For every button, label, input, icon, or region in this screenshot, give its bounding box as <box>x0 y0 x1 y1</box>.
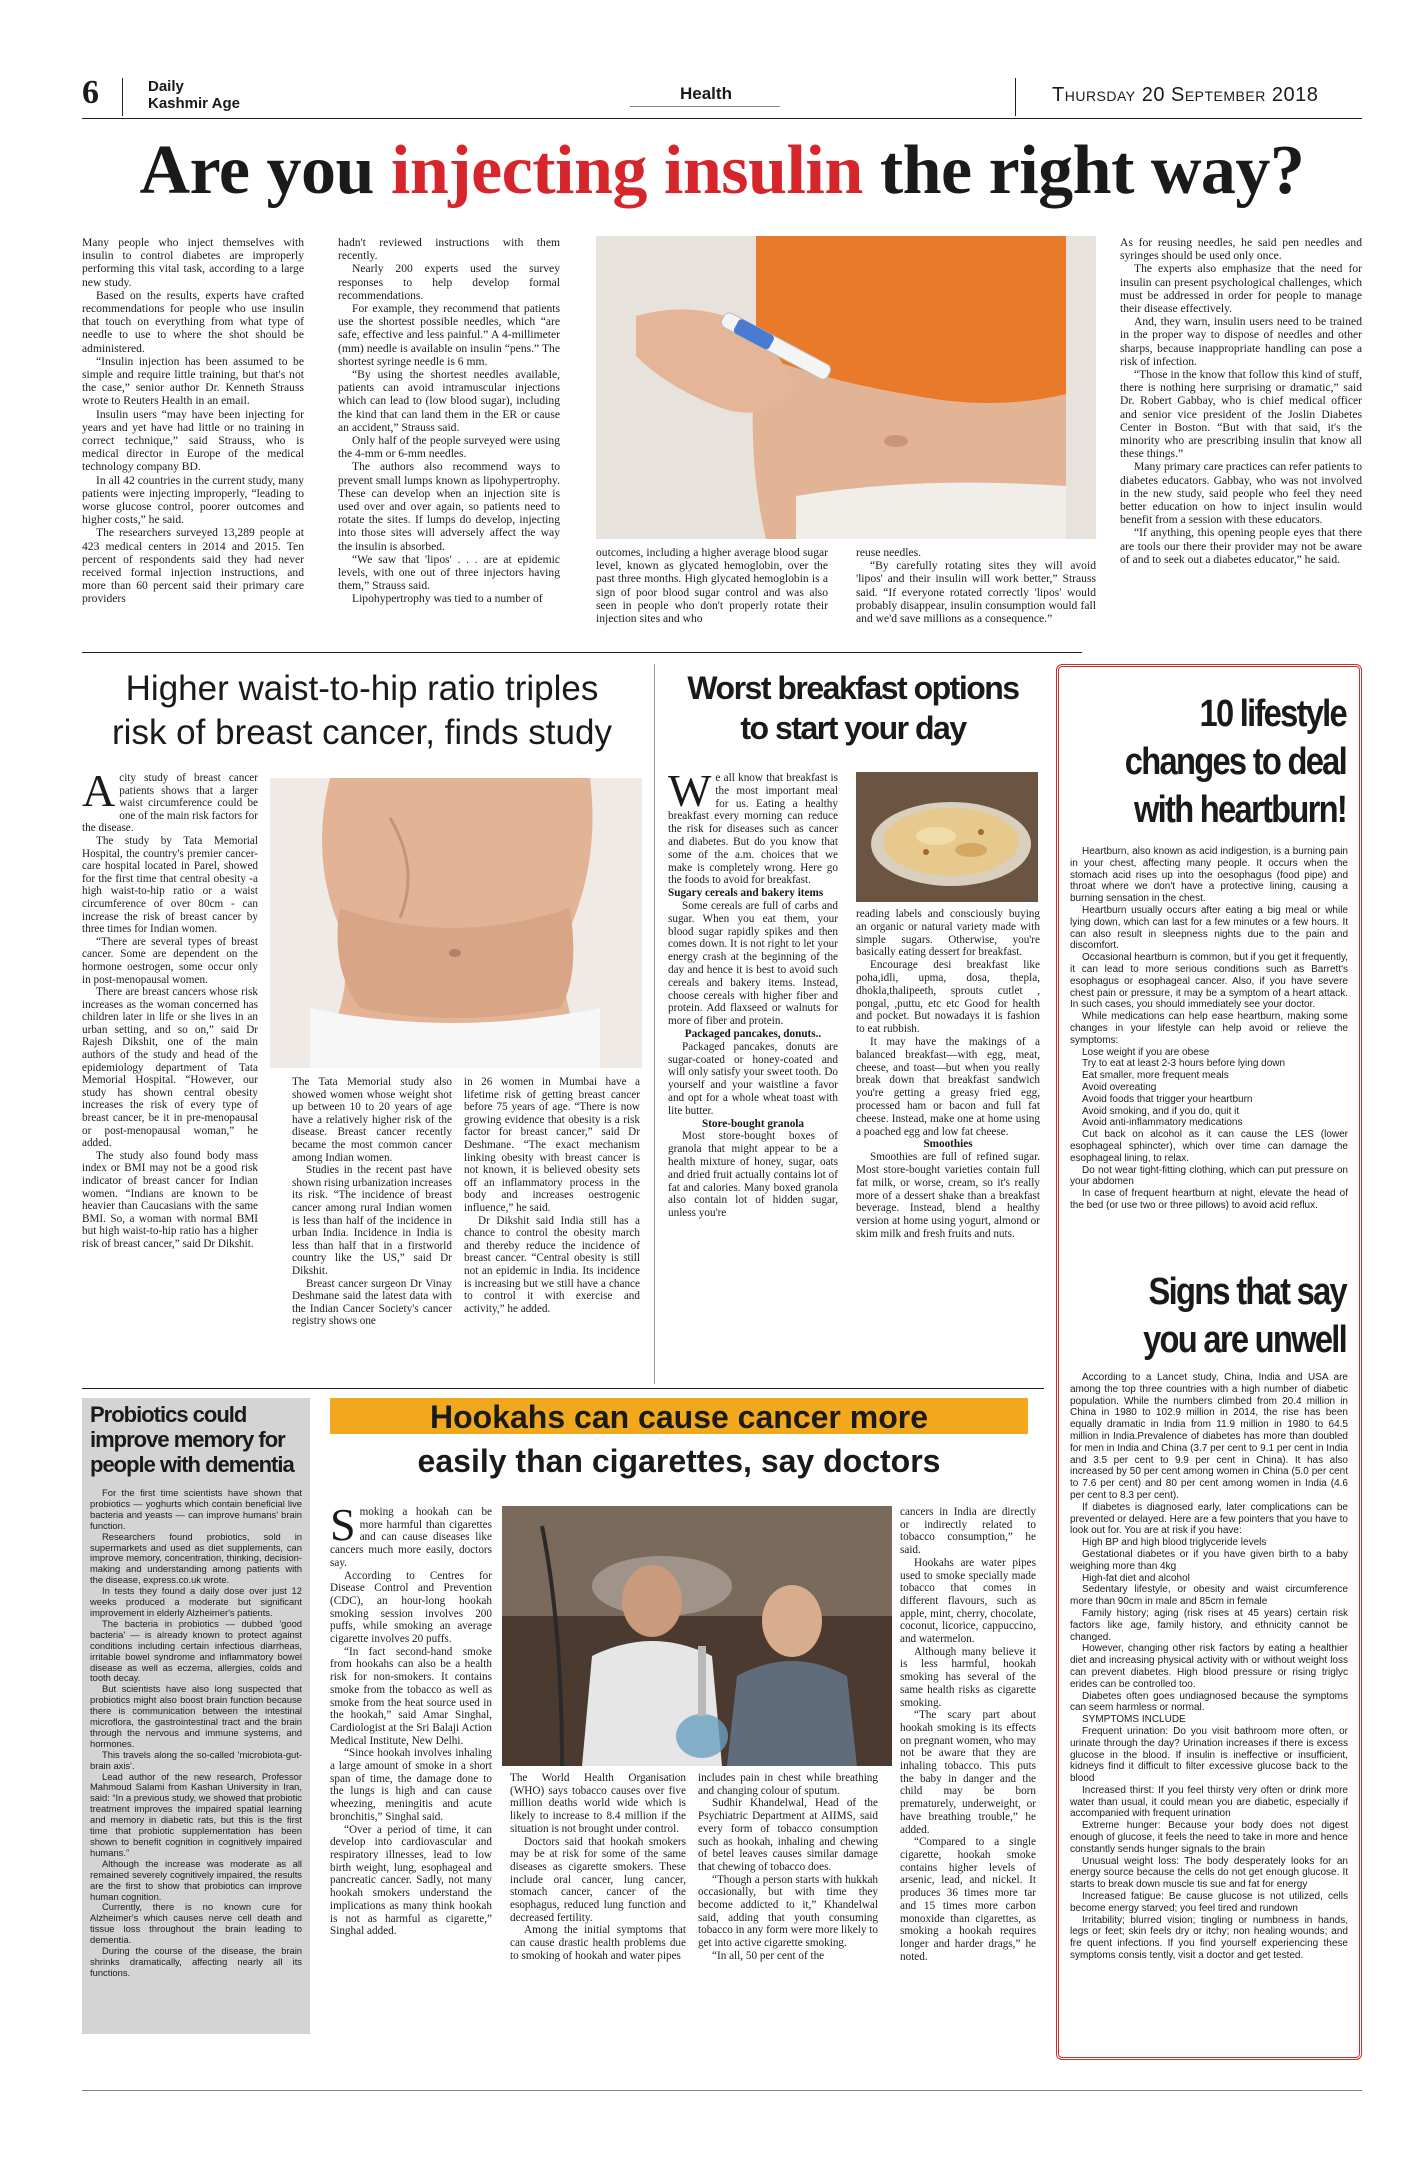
breakfast-subhead: Store-bought granola <box>701 1117 805 1130</box>
breakfast-subhead: Smoothies <box>923 1138 973 1151</box>
breakfast-photo <box>856 772 1038 902</box>
insulin-col-2: hadn't reviewed instructions with them recently. Nearly 200 experts used the survey responses to help develop formal recommendations. For example, they recommend that patients use the shortest possible needles, which “are safe, effective and less painful.” A 4-millimeter (mm) needle is available on insulin “pens.” The shortest syringe needle is 6 mm. “By using the shortest needles available, patients can avoid intramuscular injections which can lead to (low blood sugar), including the kind that can land them in the ER or cause an accident,” Strauss said. Only half of the people surveyed were using the 4-mm or 6-mm needles. The authors also recommend ways to prevent small lumps known as lipohypertrophy. These can develop when an injection site is used over and over again, so patients need to rotate the sites. If lumps do develop, injecting into those sites will adversely affect the way the insulin is absorbed. “We saw that 'lipos' . . . are at epidemic levels, with one out of three injectors having them,” Strauss said. Lipohypertrophy was tied to a number of <box>338 236 560 606</box>
hookah-col-2: The World Health Organisation (WHO) says tobacco causes over five million deaths world wide which is likely to increase to 8.4 million if the situation is not brought under control. Doctors said that hookah smokers may be at risk for some of the same diseases as cigarette smokers. These include oral cancer, lung cancer, stomach cancer, cancer of the esophagus, reduced lung function and decreased fertility. Among the initial symptoms that can cause drastic health problems due to smoking of hookah and water pipes <box>510 1772 686 1962</box>
breakfast-col-1: We all know that breakfast is the most important meal for us. Eating a healthy breakfast every morning can reduce the risk for diseases such as cancer and diabetes. But do you know that some of the a.m. choices that we make is completely wrong. Here go the foods to avoid for breakfast. Sugary cereals and bakery items Some cereals are full of carbs and sugar. When you eat them, your blood sugar rapidly spikes and then comes down. It is not right to let your energy crash at the beginning of the day and hence it is best to avoid such cereals and bakery items. Instead, choose cereals with higher fiber and protein. Add flaxseed or walnuts for more of fiber and protein. Packaged pancakes, donuts.. Packaged pancakes, donuts are sugar-coated or honey-coated and will only satisfy your sweet tooth. Do yourself and your waistline a favor and opt for a whole wheat toast with lite butter. Store-bought granola Most store-bought boxes of granola that might appear to be a health mixture of honey, sugar, oats and dried fruit actually contains lot of fat and calories. Many boxed granola also contain lot of hidden sugar, unless you're <box>668 765 838 1220</box>
hookah-illustration <box>502 1506 892 1766</box>
breakfast-dropcap: W <box>668 765 712 816</box>
breakfast-headline-1: Worst breakfast options <box>687 670 1019 706</box>
waist-headline-1: Higher waist-to-hip ratio triples <box>125 669 599 708</box>
probiotics-headline: Probiotics could improve memory for people with dementia <box>90 1402 294 1477</box>
paper-name-line2: Kashmir Age <box>148 95 240 112</box>
breakfast-col-2: reading labels and consciously buying an organic or natural variety made with simple sugars. Otherwise, you're basically eating dessert for breakfast. Encourage desi breakfast like poha,idli, upma, dosa, thepla, dhokla,thalipeeth, sprouts cutlet , pongal, ,puttu, etc etc Good for health and pocket. But nowadays it is fashion to eat rubbish. It may have the makings of a balanced breakfast—with egg, meat, cheese, and toast—but when you really break down that breakfast sandwich you're getting a greasy fried egg, processed ham or bacon and full fat cheese. Instead, make one at home using a poached egg and low fat cheese. Smoothies Smoothies are full of refined sugar. Most store-bought varieties contain full fat milk, or worse, cream, so it's really more of a dessert shake than a breakfast beverage. Instead, blend a healthy version at home using yogurt, almond or skim milk and fresh fruits and nuts. <box>856 908 1040 1240</box>
probiotics-body: For the first time scientists have shown that probiotics — yoghurts which contain beneficial live bacteria and yeasts — can improve humans' brain function. Researchers found probiotics, sold in supermarkets and used as diet supplements, can improve memory, concentration, thinking, decision-making and understanding among patients with the disease, express.co.uk wrote. In tests they found a daily dose over just 12 weeks produced a moderate but significant improvement in elderly Alzheimer's patients. The bacteria in probiotics — dubbed 'good bacteria' — is already known to protect against conditions including certain infectious diarrheas, irritable bowel syndrome and inflammatory bowel disease as well as eczema, allergies, colds and tooth decay. But scientists have also long suspected that probiotics might also boost brain function because there is communication between the intestinal microflora, the gastrointestinal tract and the brain through the nervous and immune systems, and hormones. This travels along the so-called 'microbiota-gut-brain axis'. Lead author of the new research, Professor Mahmoud Salami from Kashan University in Iran, said: “In a previous study, we showed that probiotic treatment improves the impaired spatial learning and memory in diabetic rats, but this is the first time that probiotic supplementation has been shown to benefit cognition in cognitively impaired humans.” Although the increase was moderate as all remained severely cognitively impaired, the results are the first to show that probiotics can improve human cognition. Currently, there is no known cure for Alzheimer's which causes nerve cell death and tissue loss throughout the brain leading to dementia. During the course of the disease, the brain shrinks dramatically, affecting nearly all its functions. <box>90 1487 302 1978</box>
insulin-headline: Are you injecting insulin the right way? <box>139 132 1305 209</box>
breakfast-illustration <box>856 772 1038 902</box>
breakfast-headline-2: to start your day <box>740 710 966 746</box>
unwell-headline: Signs that say you are unwell <box>1143 1271 1346 1361</box>
hookah-col-1: Smoking a hookah can be more harmful than cigarettes and can cause diseases like cancers much more easily, doctors say. According to Centres for Disease Control and Prevention (CDC), an hour-long hookah smoking session involves 200 puffs, while smoking an average cigarette involves 20 puffs. “In fact second-hand smoke from hookahs can also be a health risk for non-smokers. It contains smoke from the tobacco as well as smoke from the heat source used in the hookah,” said Amar Singhal, Cardiologist at the Sri Balaji Action Medical Institute, New Delhi. “Since hookah involves inhaling a large amount of smoke in a short span of time, the damage done to the lungs is high and can cause wheezing, meningitis and acute bronchitis,” Singhal said. “Over a period of time, it can develop into cardiovascular and respiratory illnesses, lead to low birth weight, lung, esophageal and pancreatic cancer. Sadly, not many hookah smokers understand the implications as many think hookah is not as harmful as cigarette,” Singhal added. <box>330 1499 492 1938</box>
hookah-dropcap: S <box>330 1499 356 1550</box>
insulin-col-3: outcomes, including a higher average blood sugar level, known as glycated hemoglobin, over the past three months. High glycated hemoglobin is a sign of poor blood sugar control and was also seen in people who don't properly rotate their injection sites and who <box>596 546 828 626</box>
unwell-body: According to a Lancet study, China, India and USA are among the top three countries with a high number of diabetic population. While the numbers climbed from 20.4 million in China in 1980 to 102.9 million in 2014, the rise has been equally dramatic in India from 11.9 million in 1980 to 64.5 million in India.Prevalence of diabetes has more than doubled for men in India and China (3.7 per cent to 9.1 per cent in India and 3.5 per cent to 9.9 per cent in China). It has also increased by 50 per cent among women in China (5.0 per cent to 7.6 per cent) and 80 per cent among women in India (4.6 per cent to 8.3 per cent). If diabetes is diagnosed early, later complications can be prevented or delayed. Here are a few pointers that you have to look out for. You are at risk if you have: High BP and high blood triglyceride levels Gestational diabetes or if you have given birth to a baby weighing more than 4kg High-fat diet and alcohol Sedentary lifestyle, or obesity and waist circumference more than 90cm in male and 85cm in female Family history; aging (risk rises at 45 years) certain risk factors like age, family history, and ethnicity cannot be changed. However, changing other risk factors by eating a healthier diet and increasing physical activity with or without weight loss can prevent diabetes. High blood pressure or rising triglyc erides can be controlled too. Diabetes often goes undiagnosed because the symptoms can seem harmless or normal. SYMPTOMS INCLUDE Frequent urination: Do you visit bathroom more often, or urinate through the day? Urination increases if there is excess glucose in the blood. If insulin is ineffective or insufficient, kidneys find it difficult to filter excessive glucose back to the blood Increased thirst: If you feel thirsty very often or drink more water than usual, it could mean you are diabetic, especially if accompanied with frequent urination Extreme hunger: Because your body does not digest enough of glucose, it feels the need to take in more and hence constantly sends hunger signals to the brain Unusual weight loss: The body desperately looks for an energy source because the cells do not get enough glucose. It starts to break down muscle tis sue and fat for energy Increased fatigue: Be cause glucose is not utilized, cells become energy starved; you feel tired and rundown Irritability; blurred vision; tingling or numbness in hands, legs or feet; skin feels dry or itchy; non healing wounds; and fre quent infections. If you find yourself experiencing these symptoms consis tently, visit a doctor and get tested. <box>1070 1372 1348 1962</box>
waist-photo <box>270 778 642 1068</box>
issue-date: Thursday 20 September 2018 <box>1052 84 1319 106</box>
insulin-col-1: Many people who inject themselves with insulin to control diabetes are improperly performing this vital task, according to a large new study. Based on the results, experts have crafted recommendations for people who use insulin that touch on everything from what type of needle to use to where the shot should be administered. “Insulin injection has been assumed to be simple and require little training, but that's not the case,” senior author Dr. Kenneth Strauss wrote to Reuters Health in an email. Insulin users “may have been injecting for years and yet have had little or no training in correct technique,” said Strauss, who is medical director in Europe of the medical technology company BD. In all 42 countries in the current study, many patients were injecting improperly, “leading to worse glucose control, poorer outcomes and higher costs,” he said. The researchers surveyed 13,289 people at 423 medical centers in 2014 and 2015. Ten percent of respondents said they had never received formal injection instructions, and more than 60 percent said their primary care providers <box>82 236 304 606</box>
heartburn-body: Heartburn, also known as acid indigestion, is a burning pain in your chest, affecting many people. It occurs when the stomach acid rises up into the oesophagus (food pipe) and throat where we don't have a protective lining, causing a burning sensation in the chest. Heartburn usually occurs after eating a big meal or while lying down, which can last for a few minutes or a few hours. It can also result in sleepness nights due to the pain and discomfort. Occasional heartburn is common, but if you get it frequently, it can lead to more serious conditions such as Barrett's esophagus or esophageal cancer. Also, if you have severe chest pain or pressure, it may be a symptom of a heart attack. In such cases, you should immediately see your doctor. While medications can help ease heartburn, making some changes in your lifestyle can help avoid or relieve the symptoms: Lose weight if you are obese Try to eat at least 2-3 hours before lying down Eat smaller, more frequent meals Avoid overeating Avoid foods that trigger your heartburn Avoid smoking, and if you do, quit it Avoid anti-inflammatory medications Cut back on alcohol as it can cause the LES (lower esophageal sphincter), which over time can damage the esophageal lining, to relax. Do not wear tight-fitting clothing, which can put pressure on your abdomen In case of frequent heartburn at night, elevate the head of the bed (or use two or three pillows) to avoid acid reflux. <box>1070 846 1348 1211</box>
insulin-col-5: As for reusing needles, he said pen needles and syringes should be used only once. The experts also emphasize that the need for insulin can present psychological challenges, which must be addressed in order for people to manage their disease effectively. And, they warn, insulin users need to be trained in the proper way to dispose of needles and other sharps, because inappropriate handling can pose a risk of infection. “Those in the know that follow this kind of stuff, there is nothing here surprising or dramatic,” said Dr. Robert Gabbay, who is chief medical officer and senior vice president of the Joslin Diabetes Center in Boston. “But with that said, it's the minority who are prescribing insulin that know all these things.” Many primary care practices can refer patients to diabetes educators. Gabbay, who was not involved in the new study, said people who feel they need better education on how to inject insulin would benefit from a session with these educators. “If anything, this opening people eyes that there are tools our there their provider may not be aware of and to seek out a diabetes educator,” he said. <box>1120 236 1362 566</box>
waist-col-3: in 26 women in Mumbai have a lifetime risk of getting breast cancer before 75 years of age. “There is now growing evidence that obesity is a risk factor for breast cancer,” said Dr Deshmane. “The exact mechanism linking obesity with breast cancer is not known, it is believed obesity sets off an inflammatory process in the body and increases oestrogenic influence,” he said. Dr Dikshit said India still has a chance to control the obesity march and thereby reduce the incidence of breast cancer. “Central obesity is still not an epidemic in India. Its incidence is increasing but we still have a chance to control it with exercise and activity,” he added. <box>464 1076 640 1315</box>
paper-name-line1: Daily <box>148 78 184 95</box>
heartburn-headline: 10 lifestyle changes to deal with heartburn! <box>1124 693 1346 831</box>
hookah-col-4: cancers in India are directly or indirectly related to tobacco consumption,” he said. Hookahs are water pipes used to smoke specially made tobacco that comes in different flavours, such as apple, mint, cherry, chocolate, coconut, licorice, cappuccino, and watermelon. Although many believe it is less harmful, hookah smoking has several of the same health risks as cigarette smoking. “The scary part about hookah smoking is its effects on pregnant women, who may not be aware that they are inhaling tobacco. This puts the baby in danger and the child may be born prematurely, underweight, or have breathing trouble,” he added. “Compared to a single cigarette, hookah smoke contains higher levels of arsenic, lead, and nickel. It produces 36 times more tar and 15 times more carbon monoxide than cigarettes, as smoking a hookah requires longer and harder drags,” he noted. <box>900 1506 1036 1963</box>
breakfast-subhead: Sugary cereals and bakery items <box>668 887 824 900</box>
waist-illustration <box>270 778 642 1068</box>
headline-highlight: injecting insulin <box>390 132 863 209</box>
waist-col-1: Acity study of breast cancer patients shows that a larger waist circumference could be one of the main risk factors for the disease. The study by Tata Memorial Hospital, the country's premier cancer-care hospital located in Parel, showed for the first time that central obesity -a high waist-to-hip ratio or a waist circumference of over 80cm - can increase the risk of breast cancer by three times for Indian women. “There are several types of breast cancer. Some are dependent on the hormone oestrogen, some occur only in post-menopausal women. There are breast cancers whose risk increases as the woman concerned has children later in life or she lives in an urban setting, and so on,” said Dr Rajesh Dikshit, one of the main authors of the study and head of the epidemiology department of Tata Memorial Hospital. “However, our study has shown central obesity increases the risk of every type of breast cancer, be it in pre-menopausal or post-menopausal woman,” he added. The study also found body mass index or BMI may not be a good risk indicator of breast cancer for Indian women. “Indians are known to be heavier than Caucasians with the same BMI. So, a woman with normal BMI but high waist-to-hip ratio has a higher risk of breast cancer,” said Dr Dikshit. <box>82 765 258 1250</box>
waist-col-2: The Tata Memorial study also showed women whose weight shot up between 10 to 20 years of age have a relatively higher risk of the disease. Breast cancer recently became the most common cancer among Indian women. Studies in the recent past have shown rising urbanization increases its risk. “The incidence of breast cancer among rural Indian women is less than half of the incidence in urban India. Incidence in India is less than half that in a firstworld country like the US,” said Dr Dikshit. Breast cancer surgeon Dr Vinay Deshmane said the latest data with the Indian Cancer Society's cancer registry shows one <box>292 1076 453 1328</box>
insulin-illustration <box>596 236 1096 539</box>
page-number: 6 <box>82 74 99 111</box>
breakfast-subhead: Packaged pancakes, donuts.. <box>684 1027 822 1040</box>
waist-headline-2: risk of breast cancer, finds study <box>112 713 612 752</box>
hookah-headline-1: Hookahs can cause cancer more <box>429 1399 928 1435</box>
hookah-headline-2: easily than cigarettes, say doctors <box>417 1443 941 1479</box>
section-title: Health <box>680 84 732 103</box>
waist-dropcap: A <box>82 765 116 816</box>
hookah-col-3: includes pain in chest while breathing and changing colour of sputum. Sudhir Khandelwal, Head of the Psychiatric Department at AIIMS, said every form of tobacco consumption such as hookah, inhaling and chewing of betel leaves causes similar damage that chewing of tobacco does. “Though a person starts with hukkah occasionally, but with time they become addicted to it,” Khandelwal said, adding that youth consuming tobacco in any form were more likely to get into active cigarette smoking. “In all, 50 per cent of the <box>698 1772 878 1962</box>
hookah-photo <box>502 1506 892 1766</box>
insulin-col-4: reuse needles. “By carefully rotating sites they will avoid 'lipos' and their insulin will work better,” Strauss said. “If everyone rotated correctly 'lipos' would probably disappear, insulin consumption would fall and we'd save millions as a consequence.” <box>856 546 1096 626</box>
insulin-photo <box>596 236 1096 539</box>
